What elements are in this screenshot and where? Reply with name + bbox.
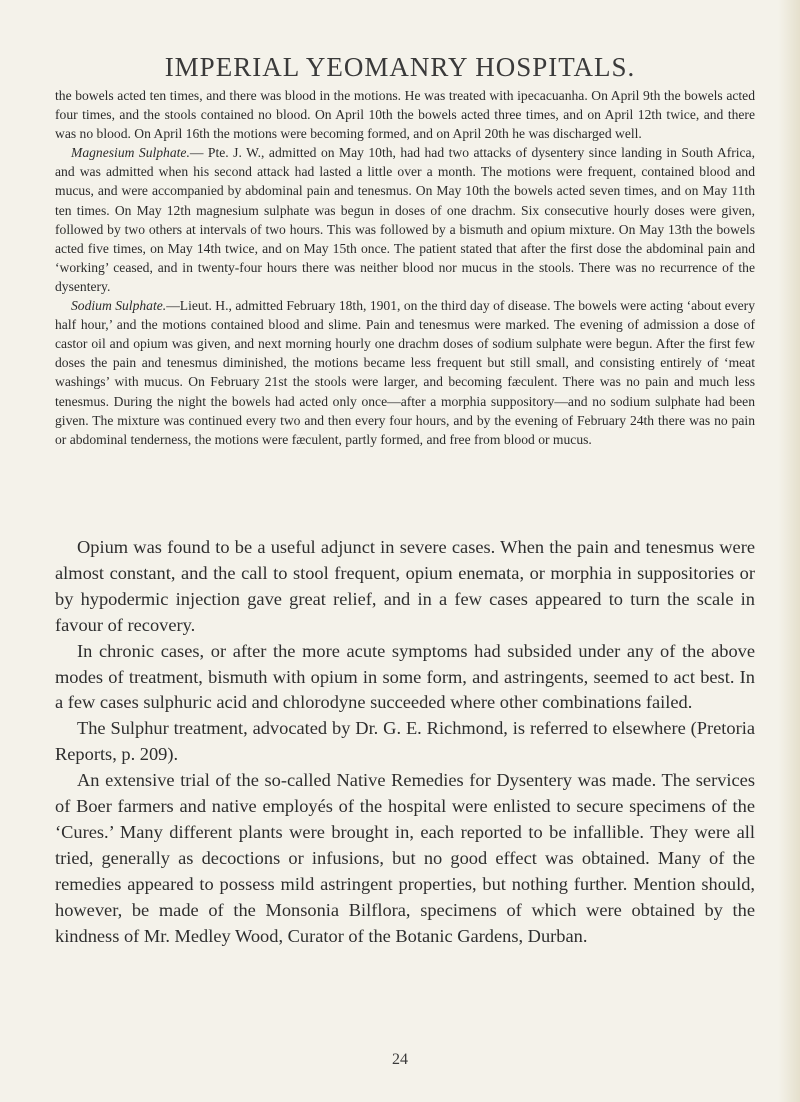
case-heading: Magnesium Sulphate. [71,145,190,161]
case-paragraph [55,143,755,296]
body-paragraph: An extensive trial of the so-called Native Remedies for Dysentery was made. The services of Boer farmers and native employés of the hospital were enlisted to secure specimens of the ‘Cures.’ Many different plants were brought in, each reported to be infallible. They were all tried, generally as decoctions or infusions, but no good effect was obtained. Many of the remedies appeared to possess mild astringent properties, but nothing further. Mention should, however, be made of the Monsonia Bilflora, specimens of which were obtained by the kindness of Mr. Medley Wood, Curator of the Botanic Gardens, Durban. [55,770,755,946]
body-paragraph: The Sulphur treatment, advocated by Dr. G. E. Richmond, is referred to elsewhere (Pretoria Reports, p. 209). [55,718,755,765]
case-body: — Pte. J. W., admitted on May 10th, had had two attacks of dysentery since landing in South Africa, and was admitted when his second attack had lasted a little over a month. The motions were frequent, contained blood and mucus, and were accompanied by abdominal pain and tenesmus. On May 10th the bowels acted seven times, and on May 11th ten times. On May 12th magnesium sulphate was begun in doses of one drachm. Six consecutive hourly doses were given, followed by two others at intervals of two hours. This was followed by a bismuth and opium mixture. On May 13th the bowels acted five times, on May 14th twice, and on May 15th once. The patient stated that after the first dose the abdominal pain and ‘working’ ceased, and in twenty-four hours there was neither blood nor mucus in the stools. There was no recurrence of the dysentery. [55,145,755,294]
case-reports-section [55,86,755,449]
page-number: 24 [392,1051,408,1068]
case-body: —Lieut. H., admitted February 18th, 1901, on the third day of disease. The bowels were acting ‘about every half hour,’ and the motions contained blood and slime. Pain and tenesmus were marked. The evening of admission a dose of castor oil and opium was given, and next morning hourly one drachm doses of sodium sulphate were begun. After the first few doses the pain and tenesmus diminished, the motions became less frequent but still small, and consisting entirely of ‘meat washings’ with mucus. On February 21st the stools were larger, and becoming fæculent. There was no pain and much less tenesmus. During the night the bowels had acted only once—after a morphia suppository—and no sodium sulphate had been given. The mixture was continued every two and then every four hours, and by the evening of February 24th there was no pain or abdominal tenderness, the motions were fæculent, partly formed, and free from blood or mucus. [55,298,755,447]
running-title: IMPERIAL YEOMANRY HOSPITALS. [164,52,636,82]
main-text-section [55,535,755,950]
case-paragraph [55,296,755,449]
body-paragraph: In chronic cases, or after the more acute symptoms had subsided under any of the above modes of treatment, bismuth with opium in some form, and astringents, seemed to act best. In a few cases sulphuric acid and chlorodyne succeeded where other combinations failed. [55,640,755,713]
page-edge-shadow [778,0,800,1102]
body-paragraph: Opium was found to be a useful adjunct in severe cases. When the pain and tenesmus were almost constant, and the call to stool frequent, opium enemata, or morphia in suppositories or by hypodermic injection gave great relief, and in a few cases appeared to turn the scale in favour of recovery. [55,537,755,635]
case-paragraph: the bowels acted ten times, and there was blood in the motions. He was treated with ipecacuanha. On April 9th the bowels acted four times, and the stools contained no blood. On April 10th the bowels acted three times, and on April 12th twice, and there was no blood. On April 16th the motions were becoming formed, and on April 20th he was discharged well. [55,88,755,142]
case-heading: Sodium Sulphate. [71,298,167,314]
